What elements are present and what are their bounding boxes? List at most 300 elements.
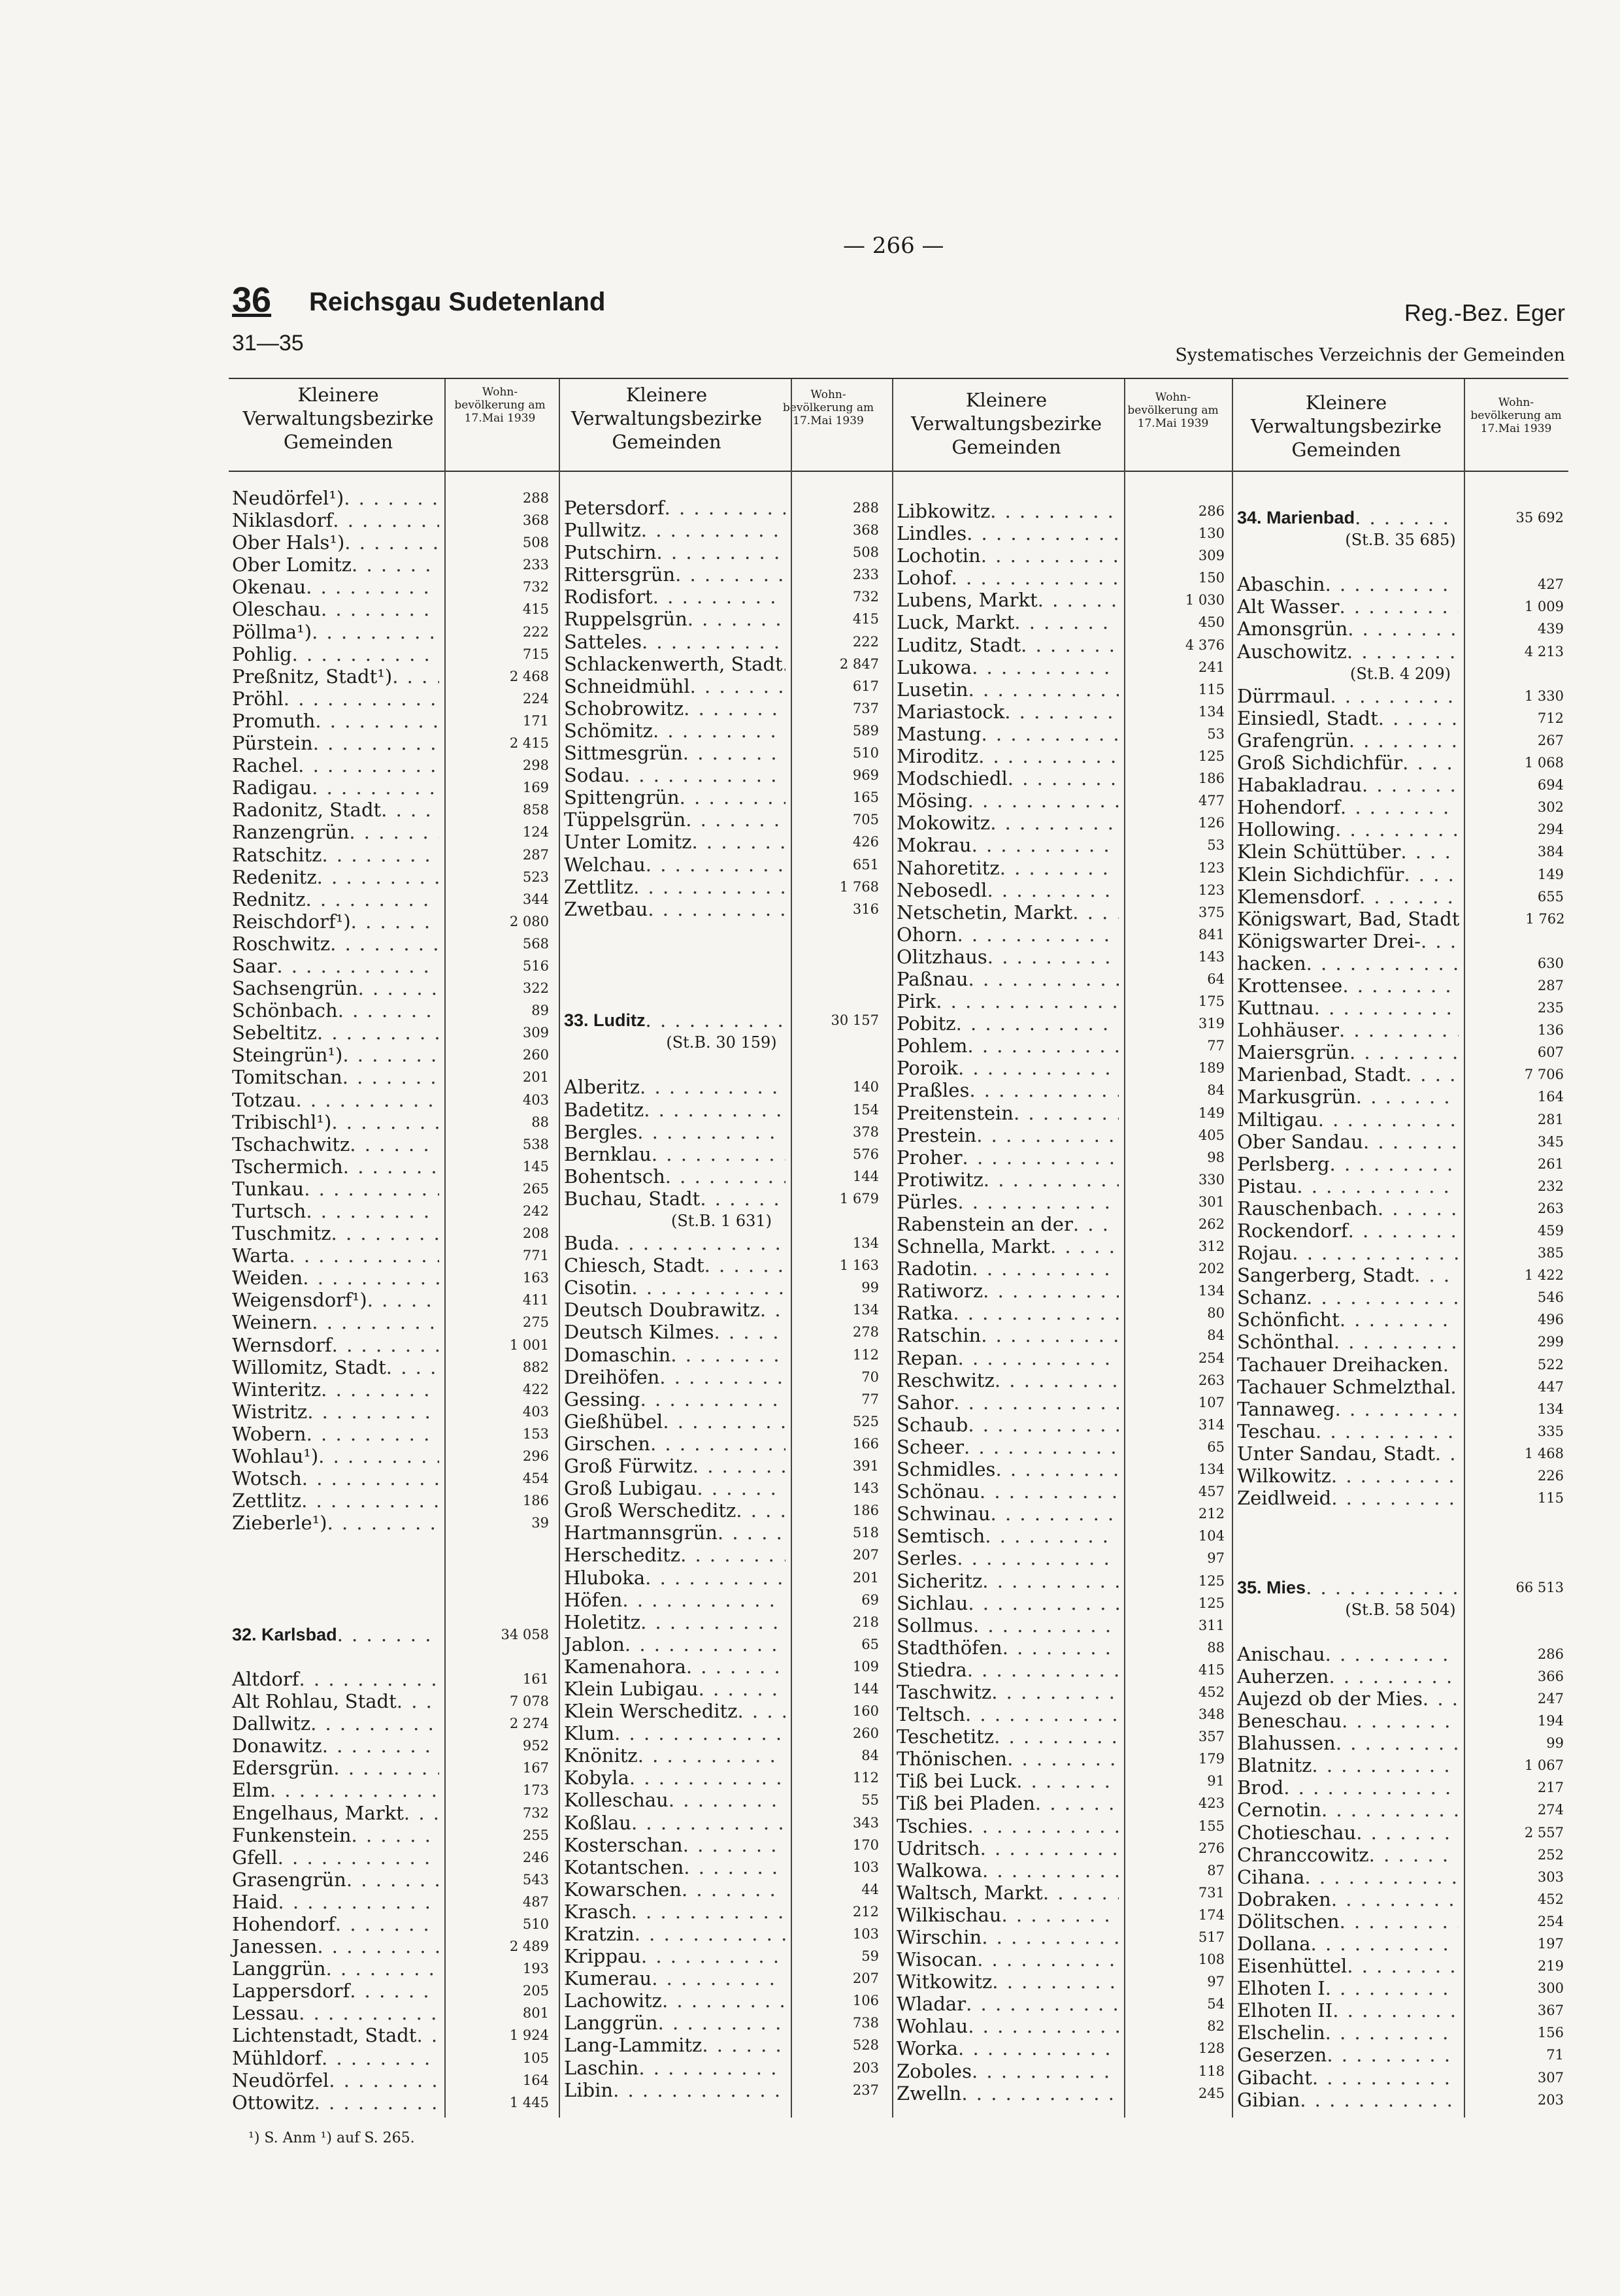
population-value: 715 [522, 646, 549, 662]
leader-dots [980, 1837, 1119, 1859]
leader-dots [1342, 974, 1459, 997]
leader-dots [1321, 1799, 1459, 1821]
municipality-row [564, 2012, 879, 2034]
municipality-name: hacken [1237, 952, 1306, 974]
municipality-name: Oleschau [232, 598, 321, 621]
municipality-name: Krottensee [1237, 974, 1343, 997]
municipality-name: Dollana [1237, 1933, 1311, 1955]
municipality-name: Tschachwitz [232, 1133, 350, 1156]
municipality-name: Jablon [564, 1633, 625, 1655]
municipality-row [232, 1022, 549, 1044]
population-value: 7 078 [509, 1693, 549, 1710]
leader-dots [968, 678, 1119, 701]
municipality-name: Netschetin, Markt [897, 901, 1073, 923]
population-value: 55 [861, 1792, 879, 1808]
municipality-name: Welchau [564, 853, 646, 876]
population-value: 1 924 [509, 2027, 549, 2044]
population-value: 208 [522, 1225, 549, 1242]
leader-dots [1315, 1420, 1459, 1442]
leader-dots [1325, 2021, 1459, 2044]
column-2 [564, 497, 879, 2101]
population-value: 607 [1537, 1044, 1564, 1061]
municipality-name: Brod [1237, 1776, 1284, 1799]
municipality-name: Cihana [1237, 1865, 1305, 1888]
municipality-name: Groß Sichdichfür [1237, 752, 1403, 774]
leader-dots [367, 1289, 439, 1311]
municipality-name: Ohorn [897, 923, 957, 946]
municipality-row [564, 1567, 879, 1589]
municipality-name: Schanz [1237, 1286, 1307, 1309]
leader-dots [397, 1690, 439, 1712]
municipality-row [897, 1302, 1225, 1324]
municipality-row [1237, 707, 1564, 729]
leader-dots [1007, 1748, 1119, 1770]
municipality-row [564, 898, 879, 920]
municipality-row [232, 2002, 549, 2024]
municipality-row [232, 1311, 549, 1333]
municipality-row [232, 1668, 549, 1690]
municipality-name: Geserzen [1237, 2044, 1327, 2067]
population-value: 71 [1546, 2047, 1564, 2063]
municipality-name: Alt Wasser [1237, 595, 1340, 618]
municipality-name: Weinern [232, 1311, 312, 1334]
municipality-name: Deutsch Kilmes [564, 1321, 714, 1344]
leader-dots [1306, 952, 1459, 974]
leader-dots [342, 1044, 439, 1066]
municipality-name: Scheer [897, 1435, 964, 1458]
municipality-row [897, 834, 1225, 856]
population-value: 144 [852, 1168, 879, 1184]
leader-dots [1339, 1019, 1459, 1041]
municipality-name: Miltigau [1237, 1108, 1318, 1131]
municipality-name: Tachauer Schmelzthal [1237, 1375, 1451, 1398]
municipality-row [897, 678, 1225, 701]
municipality-name: Nahoretitz [897, 856, 1000, 879]
population-value: 655 [1537, 888, 1564, 905]
district-row [1237, 1576, 1564, 1599]
municipality-row [1237, 1175, 1564, 1197]
statistic-note-row [564, 1031, 879, 1054]
population-value: 732 [852, 589, 879, 605]
municipality-row [1237, 1019, 1564, 1041]
leader-dots [958, 2037, 1119, 2059]
leader-dots [961, 2082, 1119, 2105]
population-value [564, 987, 651, 1009]
population-value: 109 [852, 1658, 879, 1674]
population-value: 164 [522, 2072, 549, 2088]
municipality-name: Janessen [232, 1935, 318, 1958]
municipality-name: Turtsch [232, 1200, 306, 1222]
leader-dots [335, 1913, 439, 1935]
municipality-name: Steingrün¹) [232, 1044, 343, 1067]
leader-dots [964, 1436, 1119, 1458]
leader-dots [1355, 507, 1459, 529]
municipality-row [1237, 618, 1564, 640]
population-value: 212 [1198, 1506, 1225, 1522]
municipality-name: Tomitschan [232, 1066, 342, 1089]
municipality-row [564, 764, 879, 786]
leader-dots [349, 821, 439, 843]
municipality-row [897, 1882, 1225, 1904]
municipality-row [564, 720, 879, 742]
leader-dots [640, 1388, 785, 1410]
municipality-row [897, 812, 1225, 834]
municipality-row [232, 1066, 549, 1088]
municipality-name: Kosterschan [564, 1833, 683, 1856]
leader-dots [684, 1856, 785, 1878]
municipality-row [1237, 573, 1564, 595]
population-value: 510 [522, 1916, 549, 1932]
municipality-row [232, 1334, 549, 1356]
population-value: 344 [522, 891, 549, 907]
leader-dots [1312, 1754, 1459, 1776]
municipality-name: Sachsengrün [232, 977, 358, 1000]
column-1 [232, 487, 549, 2114]
municipality-row [1237, 974, 1564, 997]
population-value: 222 [852, 633, 879, 650]
population-value [1465, 930, 1564, 952]
municipality-row [897, 1503, 1225, 1525]
municipality-name: (St.B. 35 685) [1345, 531, 1456, 550]
population-value: 281 [1537, 1111, 1564, 1127]
municipality-row [232, 866, 549, 888]
population-value: 136 [1537, 1022, 1564, 1039]
municipality-name: Blahussen [1237, 1732, 1336, 1755]
municipality-name: Hohendorf [1237, 796, 1340, 819]
leader-dots [642, 631, 785, 653]
leader-dots [714, 1321, 785, 1343]
municipality-row [232, 1846, 549, 1869]
population-value: 439 [1537, 621, 1564, 637]
population-value: 144 [852, 1680, 879, 1697]
municipality-row [232, 1757, 549, 1779]
population-value: 169 [522, 780, 549, 796]
municipality-name: Putschirn [564, 541, 657, 564]
municipality-row [232, 643, 549, 665]
leader-dots [968, 1414, 1119, 1436]
municipality-row [232, 1200, 549, 1222]
municipality-row [564, 653, 879, 675]
municipality-row [564, 1678, 879, 1700]
municipality-name: Tüppelsgrün [564, 808, 686, 831]
municipality-row [1237, 1398, 1564, 1420]
municipality-row [1237, 908, 1564, 930]
municipality-row [564, 1232, 879, 1254]
population-value: 201 [522, 1069, 549, 1086]
municipality-name: Wobern [232, 1422, 306, 1445]
population-value: 254 [1198, 1350, 1225, 1366]
municipality-name: Praßles [897, 1079, 970, 1102]
municipality-row [564, 742, 879, 764]
municipality-name: Badetitz [564, 1098, 644, 1121]
leader-dots [284, 688, 439, 710]
leader-dots [1327, 2044, 1459, 2066]
population-value: 385 [1537, 1245, 1564, 1261]
municipality-row [564, 1700, 879, 1722]
population-value: 87 [1207, 1862, 1225, 1878]
municipality-name: Luditz, Stadt [897, 633, 1021, 656]
leader-dots [662, 1989, 785, 2012]
population-value: 2 415 [509, 735, 549, 752]
municipality-row [564, 920, 879, 942]
leader-dots [972, 2060, 1119, 2082]
population-value: 298 [522, 757, 549, 774]
municipality-name: Rednitz [232, 888, 306, 910]
population-value: 261 [1537, 1156, 1564, 1172]
municipality-name: Wernsdorf [232, 1333, 332, 1356]
municipality-name: Chotieschau [1237, 1821, 1357, 1844]
leader-dots [991, 1503, 1119, 1525]
leader-dots [1349, 1041, 1459, 1063]
municipality-name: Wilkowitz [1237, 1465, 1331, 1488]
leader-dots [972, 1257, 1119, 1280]
municipality-row [564, 1611, 879, 1633]
population-value: 510 [852, 745, 879, 761]
population-value: 378 [852, 1123, 879, 1140]
population-value: 134 [1198, 1283, 1225, 1299]
population-value: 508 [852, 544, 879, 561]
population-value: 694 [1537, 777, 1564, 793]
leader-dots [622, 1589, 785, 1611]
leader-dots [704, 1254, 785, 1276]
municipality-name: Totzau [232, 1088, 296, 1111]
municipality-name: Beneschau [1237, 1710, 1342, 1733]
municipality-row [1237, 1531, 1564, 1554]
leader-dots [299, 1668, 440, 1690]
municipality-name: Pullwitz [564, 519, 641, 542]
municipality-row [897, 1770, 1225, 1792]
municipality-row [232, 1222, 549, 1244]
population-value: 88 [531, 1114, 549, 1130]
population-value: 124 [522, 824, 549, 840]
municipality-name: Schömitz [564, 719, 653, 742]
municipality-name: Unter Sandau, Stadt [1237, 1442, 1435, 1465]
municipality-name: Miroditz [897, 745, 979, 768]
leader-dots [969, 1079, 1119, 1101]
municipality-name: Ratschitz [232, 843, 322, 866]
leader-dots [982, 1570, 1119, 1592]
population-value: 1 163 [839, 1257, 879, 1274]
municipality-row [897, 1570, 1225, 1592]
municipality-row [1237, 1376, 1564, 1398]
population-value: 179 [1198, 1751, 1225, 1767]
municipality-name: Walkowa [897, 1859, 982, 1882]
leader-dots [665, 1165, 785, 1188]
municipality-row [232, 1601, 549, 1623]
municipality-name: Cisotin [564, 1276, 632, 1299]
population-value: 267 [1537, 732, 1564, 748]
municipality-name: Rachel [232, 754, 299, 777]
municipality-name: Mastung [897, 722, 982, 745]
leader-dots [656, 541, 785, 563]
municipality-row [564, 1388, 879, 1410]
municipality-row [897, 656, 1225, 678]
leader-dots [1340, 1308, 1459, 1331]
header-pop-col-4: Wohn-bevölkerung am 17.Mai 1939 [1470, 396, 1562, 435]
population-value: 2 847 [839, 656, 879, 672]
municipality-name: Elm [232, 1779, 270, 1802]
population-value: 1 679 [839, 1190, 879, 1206]
leader-dots [1356, 1822, 1459, 1844]
population-value: 732 [522, 579, 549, 595]
leader-dots [1400, 840, 1459, 863]
population-value: 630 [1537, 955, 1564, 971]
leader-dots [663, 1410, 785, 1433]
leader-dots [641, 519, 785, 541]
population-value: 70 [861, 1369, 879, 1385]
municipality-row [232, 1779, 549, 1801]
leader-dots [1348, 1220, 1459, 1242]
population-value: 731 [1198, 1884, 1225, 1901]
municipality-row [232, 1044, 549, 1066]
population-value: 288 [522, 490, 549, 506]
municipality-row [897, 1993, 1225, 2015]
municipality-row [897, 1414, 1225, 1436]
leader-dots [329, 2069, 439, 2091]
header-pop-col-3: Wohn-bevölkerung am 17.Mai 1939 [1127, 391, 1219, 430]
municipality-row [1237, 2089, 1564, 2111]
population-value: 53 [1207, 725, 1225, 742]
municipality-row [232, 776, 549, 799]
leader-dots [1004, 701, 1119, 723]
population-value: 422 [522, 1381, 549, 1397]
municipality-name: Tribischl¹) [232, 1110, 332, 1133]
municipality-name: Groß Fürwitz [564, 1455, 693, 1478]
municipality-name: Zoboles [897, 2059, 972, 2082]
population-value: 403 [522, 1091, 549, 1108]
population-value: 118 [1198, 2063, 1225, 2079]
municipality-row [232, 1133, 549, 1156]
population-value: 130 [1198, 525, 1225, 542]
population-value: 403 [522, 1403, 549, 1420]
leader-dots [1347, 618, 1459, 640]
municipality-name: Mokrau [897, 834, 972, 857]
population-value: 311 [1198, 1617, 1225, 1633]
leader-dots [977, 1948, 1119, 1971]
municipality-name: Schönbach [232, 999, 338, 1022]
municipality-row [1237, 1910, 1564, 1933]
municipality-name: Pröhl [232, 687, 284, 710]
leader-dots [1325, 573, 1459, 595]
municipality-name: Anischau [1237, 1642, 1325, 1665]
municipality-row [897, 1748, 1225, 1770]
municipality-row [1237, 1442, 1564, 1465]
municipality-row [232, 1913, 549, 1935]
table-top-rule [229, 378, 1568, 379]
leader-dots [322, 2047, 439, 2069]
municipality-row [1237, 1955, 1564, 1977]
municipality-row [564, 1812, 879, 1834]
municipality-row [564, 1633, 879, 1655]
leader-dots [652, 1143, 785, 1165]
leader-dots [1038, 589, 1119, 611]
header-pop-col-2: Wohn-bevölkerung am 17.Mai 1939 [782, 388, 874, 427]
population-value: 287 [522, 846, 549, 863]
municipality-name: Gessing [564, 1388, 640, 1410]
population-value: 175 [1198, 993, 1225, 1010]
municipality-name: Krippau [564, 1945, 641, 1968]
population-value: 314 [1198, 1416, 1225, 1433]
municipality-name: Schaub [897, 1413, 968, 1436]
municipality-row [232, 621, 549, 643]
population-value: 103 [852, 1926, 879, 1942]
municipality-row [1237, 1420, 1564, 1442]
municipality-name: Zwelln [897, 2082, 962, 2105]
municipality-row [232, 598, 549, 620]
leader-dots [1311, 1933, 1459, 1955]
leader-dots [303, 1267, 439, 1289]
municipality-row [1237, 595, 1564, 618]
municipality-row [897, 1369, 1225, 1391]
municipality-name: Olitzhaus [897, 945, 987, 968]
rule-v2 [559, 379, 560, 2118]
leader-dots [278, 1891, 439, 1913]
rule-v4 [892, 379, 893, 2118]
municipality-row [897, 968, 1225, 990]
municipality-row [564, 965, 879, 987]
municipality-name: Engelhaus, Markt [232, 1801, 404, 1824]
population-value: 103 [852, 1859, 879, 1875]
population-value: 260 [522, 1047, 549, 1063]
municipality-row [232, 1935, 549, 1957]
population-value: 39 [531, 1515, 549, 1531]
municipality-row [232, 754, 549, 776]
population-value: 65 [861, 1636, 879, 1652]
municipality-row [897, 522, 1225, 544]
leader-dots [416, 2024, 439, 2046]
leader-dots [631, 1901, 785, 1923]
leader-dots [326, 1957, 439, 1980]
population-value: 173 [522, 1782, 549, 1799]
municipality-name: Klemensdorf [1237, 885, 1359, 908]
population-value: 301 [1198, 1193, 1225, 1210]
municipality-name: Sodau [564, 764, 624, 787]
population-value: 224 [522, 690, 549, 707]
municipality-row [897, 1703, 1225, 1725]
municipality-name: Auschowitz [1237, 640, 1347, 663]
leader-dots [625, 1633, 785, 1655]
municipality-row [1237, 1197, 1564, 1220]
municipality-name: Altdorf [232, 1667, 299, 1690]
population-value: 375 [1198, 904, 1225, 920]
leader-dots [967, 1815, 1119, 1837]
population-value: 134 [1537, 1401, 1564, 1417]
leader-dots [1443, 1354, 1459, 1376]
population-value: 415 [852, 611, 879, 627]
leader-dots [350, 1133, 439, 1156]
municipality-row [1237, 1086, 1564, 1108]
leader-dots [315, 710, 439, 732]
leader-dots [1292, 1242, 1459, 1264]
population-value: 149 [1537, 866, 1564, 882]
leader-dots [638, 2057, 785, 2079]
municipality-row [564, 942, 879, 965]
population-value: 134 [1198, 1461, 1225, 1478]
municipality-row [232, 1712, 549, 1735]
leader-dots [1014, 611, 1119, 633]
leader-dots [683, 1834, 785, 1856]
municipality-row [897, 611, 1225, 633]
population-value: 201 [852, 1569, 879, 1586]
population-value: 286 [1537, 1646, 1564, 1662]
municipality-row [564, 1299, 879, 1321]
population-value: 299 [1537, 1334, 1564, 1350]
municipality-row [564, 831, 879, 853]
page-number: — 266 — [843, 233, 944, 259]
municipality-row [1237, 1933, 1564, 1955]
population-value: 197 [1537, 1936, 1564, 1952]
population-value: 205 [522, 1983, 549, 1999]
